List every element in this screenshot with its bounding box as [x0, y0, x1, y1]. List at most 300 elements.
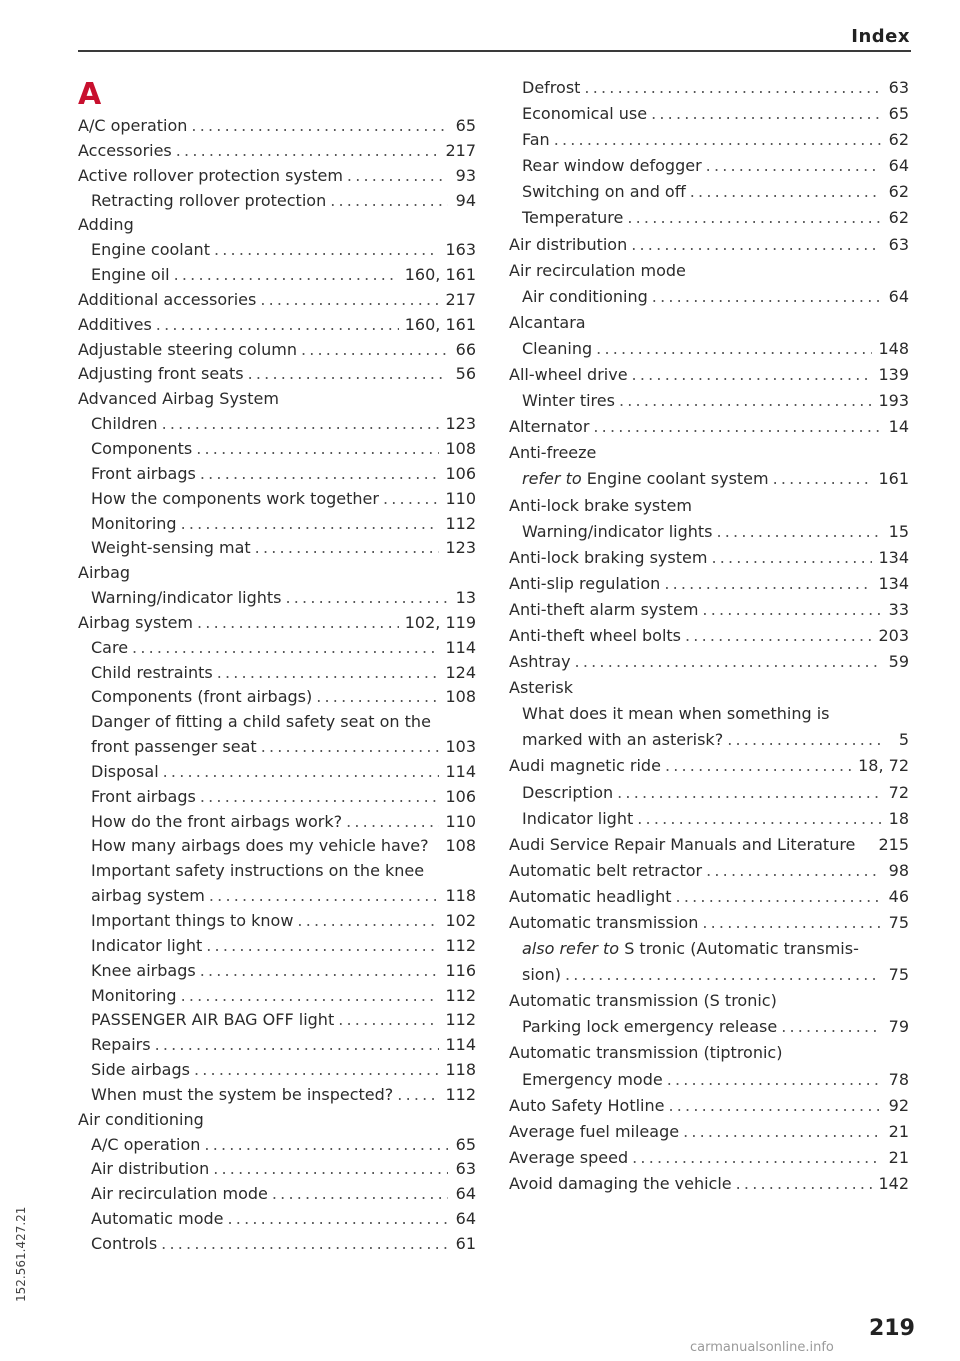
- index-entry-page: 114: [445, 761, 476, 781]
- index-entry: [78, 462, 476, 487]
- index-entry-leader: [206, 934, 439, 959]
- index-entry-page: 33: [888, 599, 909, 619]
- section-letter: A: [78, 77, 102, 112]
- index-entry-term: Knee airbags: [91, 960, 196, 980]
- index-entry-leader: [197, 611, 399, 636]
- index-entry-leader: [347, 164, 448, 189]
- index-entry-term: Active rollover protection system: [78, 165, 343, 185]
- index-entry-leader: [683, 1119, 881, 1145]
- index-entry: [78, 1058, 476, 1083]
- index-entry-page: 114: [445, 1035, 476, 1055]
- index-entry: [78, 661, 476, 686]
- index-entry-leader: [297, 909, 439, 934]
- index-entry-leader: [632, 362, 873, 388]
- index-entry-page: 62: [888, 182, 909, 202]
- index-entry-leader: [261, 735, 440, 760]
- index-entry-leader: [565, 962, 881, 988]
- index-entry-term: Monitoring: [91, 985, 177, 1005]
- index-entry: [509, 388, 909, 414]
- index-entry: [509, 179, 909, 205]
- index-entry-leader: [383, 487, 439, 512]
- index-entry-page: 102, 119: [404, 612, 476, 632]
- index-entry-leader: [200, 959, 440, 984]
- index-entry-term: What does it mean when something is: [522, 704, 830, 724]
- index-entry: [509, 649, 909, 675]
- index-entry-term: Air recirculation mode: [509, 260, 686, 280]
- index-entry-page: 161: [878, 469, 909, 489]
- side-code: 152.561.427.21: [14, 1206, 28, 1302]
- index-entry-term: Important things to know: [91, 911, 294, 930]
- index-entry-leader: [181, 512, 440, 537]
- index-entry: [509, 493, 909, 519]
- index-entry: [509, 910, 909, 936]
- index-entry-term: Monitoring: [91, 513, 177, 533]
- index-entry-page: 64: [888, 286, 909, 306]
- index-entry-page: 112: [445, 935, 476, 955]
- index-entry-page: 64: [455, 1184, 476, 1204]
- index-entry-page: 217: [445, 289, 476, 309]
- index-entry-leader: [575, 649, 881, 675]
- index-entry-page: 193: [878, 391, 909, 411]
- index-entry-leader: [665, 753, 852, 779]
- header-title: Index: [851, 26, 910, 47]
- index-entry: [509, 1014, 909, 1040]
- index-entry-term: Indicator light: [91, 935, 203, 955]
- index-entry-leader: [155, 1033, 440, 1058]
- index-entry-page: 108: [445, 687, 476, 707]
- index-entry-term: Air distribution: [509, 234, 628, 254]
- index-entry-leader: [690, 179, 881, 205]
- index-entry: [509, 858, 909, 884]
- index-entry-leader: [667, 1067, 881, 1093]
- index-entry-term: Accessories: [78, 140, 172, 160]
- index-entry-term: Controls: [91, 1233, 158, 1253]
- index-entry-term: When must the system be inspected?: [91, 1084, 394, 1104]
- index-entry-term: Automatic mode: [91, 1209, 224, 1229]
- index-entry-leader: [200, 785, 440, 810]
- index-entry-page: 65: [455, 116, 476, 135]
- index-entry-page: 112: [445, 1010, 476, 1030]
- index-entry: [78, 313, 476, 338]
- index-entry: [78, 561, 476, 586]
- index-entry-page: 62: [888, 130, 909, 150]
- index-entry-page: 61: [455, 1233, 476, 1253]
- index-entry-term: Auto Safety Hotline: [509, 1095, 665, 1115]
- index-entry-leader: [632, 1145, 881, 1171]
- index-entry-page: 66: [455, 339, 476, 359]
- index-entry-page: 59: [888, 652, 909, 672]
- index-entry-leader: [397, 1083, 439, 1108]
- index-entry-leader: [260, 288, 439, 313]
- index-entry: [509, 153, 909, 179]
- index-entry-leader: [596, 336, 872, 362]
- index-entry-page: 102: [445, 911, 476, 930]
- index-entry-leader: [213, 1157, 448, 1182]
- index-entry-leader: [631, 232, 881, 258]
- index-entry: [78, 685, 476, 710]
- index-entry: [78, 636, 476, 661]
- index-entry-term: refer to Engine coolant system: [522, 469, 769, 489]
- index-entry-leader: [330, 189, 448, 214]
- index-entry-leader: [716, 519, 881, 545]
- index-entry-page: 63: [888, 234, 909, 254]
- index-entry-term: Indicator light: [522, 808, 634, 828]
- index-entry-leader: [163, 760, 440, 785]
- index-entry: [509, 1171, 909, 1197]
- page-number: 219: [869, 1316, 915, 1341]
- index-entry-term: Avoid damaging the vehicle: [509, 1173, 732, 1193]
- index-entry-page: 72: [888, 782, 909, 802]
- index-entry-leader: [651, 101, 881, 127]
- index-entry-leader: [346, 810, 439, 835]
- index-entry: [78, 164, 476, 189]
- index-entry-page: 108: [445, 438, 476, 458]
- index-entry: [509, 701, 909, 727]
- index-entry-page: 106: [445, 463, 476, 483]
- index-entry-term: Ashtray: [509, 652, 571, 672]
- index-entry: [78, 338, 476, 363]
- index-entry: [509, 753, 909, 779]
- index-entry-term: Anti-slip regulation: [509, 573, 661, 593]
- index-entry: [509, 1119, 909, 1145]
- index-entry-term: Automatic transmission (tiptronic): [509, 1043, 783, 1063]
- index-entry: [509, 284, 909, 310]
- index-entry: [509, 1145, 909, 1171]
- index-entry-leader: [652, 284, 881, 310]
- index-entry-page: 139: [878, 365, 909, 385]
- index-entry: [78, 586, 476, 611]
- index-entry-term: All-wheel drive: [509, 365, 628, 385]
- index-entry-leader: [702, 910, 881, 936]
- index-entry: [78, 114, 476, 139]
- index-entry: [509, 414, 909, 440]
- index-entry-term: Child restraints: [91, 662, 213, 682]
- index-column-left: [78, 114, 476, 1257]
- index-entry-term: Emergency mode: [522, 1069, 663, 1089]
- index-entry: [78, 139, 476, 164]
- index-entry: [509, 101, 909, 127]
- index-entry-leader: [255, 536, 440, 561]
- index-entry-leader: [301, 338, 448, 363]
- index-entry: [78, 884, 476, 909]
- index-entry-term: Danger of fitting a child safety seat on the: [91, 712, 431, 732]
- index-entry-term: Disposal: [91, 761, 159, 781]
- index-entry-page: 64: [888, 156, 909, 176]
- index-entry-term: Economical use: [522, 104, 648, 124]
- index-entry: [509, 1093, 909, 1119]
- index-entry: [509, 780, 909, 806]
- index-entry-leader: [196, 437, 439, 462]
- index-entry-page: 75: [888, 965, 909, 985]
- index-entry: [78, 487, 476, 512]
- index-entry-term: Temperature: [522, 208, 624, 228]
- index-entry-term: Airbag system: [78, 612, 194, 632]
- index-entry: [509, 310, 909, 336]
- index-entry-term: Advanced Airbag System: [78, 389, 279, 409]
- index-entry: [509, 440, 909, 466]
- index-entry-term: Automatic transmission (S tronic): [509, 991, 777, 1011]
- index-entry: [509, 806, 909, 832]
- index-entry-leader: [637, 806, 881, 832]
- index-entry-page: 75: [888, 913, 909, 932]
- index-entry-leader: [685, 623, 872, 649]
- index-entry: [78, 710, 476, 735]
- index-entry-term: Switching on and off: [522, 182, 686, 202]
- index-entry-term: Additives: [78, 314, 152, 334]
- index-entry-leader: [617, 780, 881, 806]
- index-entry-term: How do the front airbags work?: [91, 811, 343, 831]
- index-entry-term: sion): [522, 965, 561, 985]
- index-entry-leader: [191, 114, 448, 139]
- index-entry: [78, 1133, 476, 1158]
- header-rule: [78, 50, 911, 52]
- index-entry-page: 123: [445, 538, 476, 558]
- index-entry-leader: [668, 1093, 881, 1119]
- index-entry-term: Anti-theft alarm system: [509, 599, 699, 619]
- index-entry-leader: [676, 884, 881, 910]
- index-entry: [78, 1182, 476, 1207]
- index-entry-page: 110: [445, 488, 476, 508]
- index-entry: [78, 834, 476, 859]
- index-entry-term: Average fuel mileage: [509, 1121, 680, 1141]
- index-entry-term: Parking lock emergency release: [522, 1017, 778, 1037]
- index-entry: [78, 189, 476, 214]
- index-entry-page: 134: [878, 547, 909, 567]
- index-entry-term: How many airbags does my vehicle have?: [91, 836, 429, 856]
- index-entry: [509, 336, 909, 362]
- index-entry: [78, 1083, 476, 1108]
- index-entry-term: Important safety instructions on the knee: [91, 861, 425, 881]
- index-entry: [78, 810, 476, 835]
- index-entry-leader: [584, 75, 881, 101]
- index-entry-page: 123: [445, 414, 476, 434]
- index-entry-page: 21: [888, 1121, 909, 1141]
- index-entry-leader: [316, 685, 439, 710]
- index-entry-term: Defrost: [522, 78, 581, 97]
- index-entry-leader: [200, 462, 440, 487]
- index-entry-page: 112: [445, 513, 476, 533]
- index-entry-term: Care: [91, 637, 129, 657]
- index-entry: [509, 597, 909, 623]
- index-entry-term: Side airbags: [91, 1060, 190, 1080]
- index-entry-page: 46: [888, 886, 909, 906]
- index-entry-page: 142: [878, 1173, 909, 1193]
- index-entry: [78, 1033, 476, 1058]
- index-entry-leader: [194, 1058, 439, 1083]
- index-entry: [78, 1207, 476, 1232]
- index-entry: [509, 205, 909, 231]
- index-entry: [78, 213, 476, 238]
- index-entry-term: Automatic belt retractor: [509, 860, 703, 880]
- index-entry-page: 215: [878, 834, 909, 854]
- index-entry-term: Winter tires: [522, 391, 615, 411]
- watermark: carmanualsonline.info: [690, 1340, 834, 1355]
- index-entry-page: 118: [445, 1060, 476, 1080]
- index-entry-term: Adjusting front seats: [78, 364, 244, 384]
- index-entry: [509, 466, 909, 492]
- index-entry-page: 217: [445, 140, 476, 160]
- index-entry-page: 114: [445, 637, 476, 657]
- index-entry-term: Anti-freeze: [509, 443, 597, 463]
- index-entry-page: 134: [878, 573, 909, 593]
- index-entry-page: 78: [888, 1069, 909, 1089]
- index-entry: [78, 288, 476, 313]
- index-entry-term: Cleaning: [522, 338, 593, 358]
- index-entry-page: 63: [888, 78, 909, 97]
- index-entry-term: Repairs: [91, 1035, 151, 1055]
- index-entry-term: Children: [91, 414, 158, 434]
- index-entry: [78, 238, 476, 263]
- index-entry: [509, 1040, 909, 1066]
- index-entry-page: 92: [888, 1095, 909, 1115]
- index-entry-page: 103: [445, 737, 476, 757]
- index-entry-term: Components: [91, 438, 193, 458]
- index-entry-leader: [174, 263, 399, 288]
- index-entry-leader: [706, 858, 881, 884]
- index-entry: [509, 571, 909, 597]
- index-entry-term: How the components work together: [91, 488, 379, 508]
- index-entry-leader: [593, 414, 881, 440]
- index-entry-leader: [156, 313, 399, 338]
- index-entry-term: Anti-theft wheel bolts: [509, 625, 681, 645]
- index-entry: [78, 362, 476, 387]
- index-entry-leader: [162, 412, 440, 437]
- index-entry-page: 63: [455, 1159, 476, 1179]
- index-entry: [509, 1067, 909, 1093]
- index-entry-page: 112: [445, 1084, 476, 1104]
- index-entry-leader: [702, 597, 881, 623]
- index-entry: [509, 832, 909, 858]
- index-entry-leader: [161, 1232, 448, 1257]
- index-entry-term: Fan: [522, 130, 550, 150]
- index-entry: [78, 785, 476, 810]
- index-entry-leader: [781, 1014, 881, 1040]
- index-entry: [509, 962, 909, 988]
- index-entry-term: Air conditioning: [78, 1109, 204, 1129]
- index-entry-leader: [272, 1182, 448, 1207]
- index-entry-leader: [132, 636, 439, 661]
- index-entry: [78, 1008, 476, 1033]
- index-entry-page: 110: [445, 811, 476, 831]
- index-entry-term: Engine oil: [91, 265, 170, 285]
- index-entry-term: Rear window defogger: [522, 156, 702, 176]
- index-entry-leader: [773, 466, 873, 492]
- index-entry-page: 56: [455, 364, 476, 384]
- index-entry-term: A/C operation: [78, 116, 188, 135]
- index-entry-term: Audi magnetic ride: [509, 756, 661, 776]
- index-entry-term: Front airbags: [91, 463, 196, 483]
- index-entry-term: Airbag: [78, 563, 131, 583]
- index-entry-leader: [176, 139, 440, 164]
- index-entry-term: Air distribution: [91, 1159, 210, 1179]
- index-entry-term: A/C operation: [91, 1134, 201, 1154]
- index-entry-page: 5: [898, 730, 909, 750]
- index-entry-leader: [248, 362, 448, 387]
- index-entry: [78, 437, 476, 462]
- index-entry-prefix: also refer to: [522, 939, 620, 959]
- index-entry-page: 98: [888, 860, 909, 880]
- index-entry-term: Alternator: [509, 417, 590, 437]
- index-entry-leader: [285, 586, 448, 611]
- index-entry-page: 18, 72: [858, 756, 909, 776]
- index-entry: [78, 611, 476, 636]
- index-entry-term: Automatic headlight: [509, 886, 672, 906]
- index-entry: [509, 545, 909, 571]
- index-entry: [509, 623, 909, 649]
- index-entry-page: 94: [455, 190, 476, 210]
- index-entry: [78, 536, 476, 561]
- index-entry-term: PASSENGER AIR BAG OFF light: [91, 1010, 335, 1030]
- index-entry-leader: [619, 388, 872, 414]
- index-entry-leader: [706, 153, 881, 179]
- index-entry-term: Additional accessories: [78, 289, 257, 309]
- index-entry-page: 15: [888, 521, 909, 541]
- index-entry: [509, 936, 909, 962]
- index-entry: [78, 263, 476, 288]
- index-entry: [509, 884, 909, 910]
- index-entry-page: 203: [878, 625, 909, 645]
- index-entry: [78, 412, 476, 437]
- index-entry-prefix: refer to: [522, 469, 582, 489]
- index-entry-page: 160, 161: [404, 314, 476, 334]
- index-entry: [509, 727, 909, 753]
- index-entry-page: 14: [888, 417, 909, 437]
- index-entry-page: 64: [455, 1209, 476, 1229]
- index-entry-term: marked with an asterisk?: [522, 730, 724, 750]
- index-entry-term: Anti-lock brake system: [509, 495, 692, 515]
- index-entry-leader: [204, 1133, 448, 1158]
- index-entry-leader: [228, 1207, 448, 1232]
- index-entry-term: Automatic transmission: [509, 913, 699, 932]
- index-entry-page: 116: [445, 960, 476, 980]
- index-entry-page: 18: [888, 808, 909, 828]
- index-entry-term: Air recirculation mode: [91, 1184, 268, 1204]
- index-entry-leader: [181, 984, 440, 1009]
- index-entry-term: Audi Service Repair Manuals and Literature: [509, 834, 856, 854]
- index-entry-term: Air conditioning: [522, 286, 648, 306]
- index-entry-term: also refer to S tronic (Automatic transmis-: [522, 939, 859, 959]
- index-entry: [509, 75, 909, 101]
- index-entry-page: 160, 161: [404, 265, 476, 285]
- index-entry: [78, 1157, 476, 1182]
- index-entry-term: Asterisk: [509, 678, 574, 698]
- index-entry-leader: [727, 727, 881, 753]
- index-entry: [509, 519, 909, 545]
- index-entry-leader: [554, 127, 881, 153]
- index-entry-leader: [736, 1171, 873, 1197]
- index-entry-term: Average speed: [509, 1147, 629, 1167]
- index-entry-page: 118: [445, 886, 476, 906]
- index-entry-term: Engine coolant: [91, 240, 210, 260]
- index-entry-term: airbag system: [91, 886, 205, 906]
- index-entry-term: Adjustable steering column: [78, 339, 297, 359]
- index-entry: [509, 362, 909, 388]
- index-entry: [509, 127, 909, 153]
- index-entry-page: 124: [445, 662, 476, 682]
- index-entry-term: Weight-sensing mat: [91, 538, 251, 558]
- index-entry-page: 13: [455, 588, 476, 608]
- index-entry-leader: [338, 1008, 439, 1033]
- index-entry-leader: [214, 238, 439, 263]
- index-entry: [509, 675, 909, 701]
- index-entry-term: Components (front airbags): [91, 687, 313, 707]
- index-entry: [78, 909, 476, 934]
- index-entry: [78, 934, 476, 959]
- index-column-right: [509, 75, 909, 1197]
- index-entry-page: 79: [888, 1017, 909, 1037]
- index-entry: [509, 258, 909, 284]
- index-entry-leader: [711, 545, 872, 571]
